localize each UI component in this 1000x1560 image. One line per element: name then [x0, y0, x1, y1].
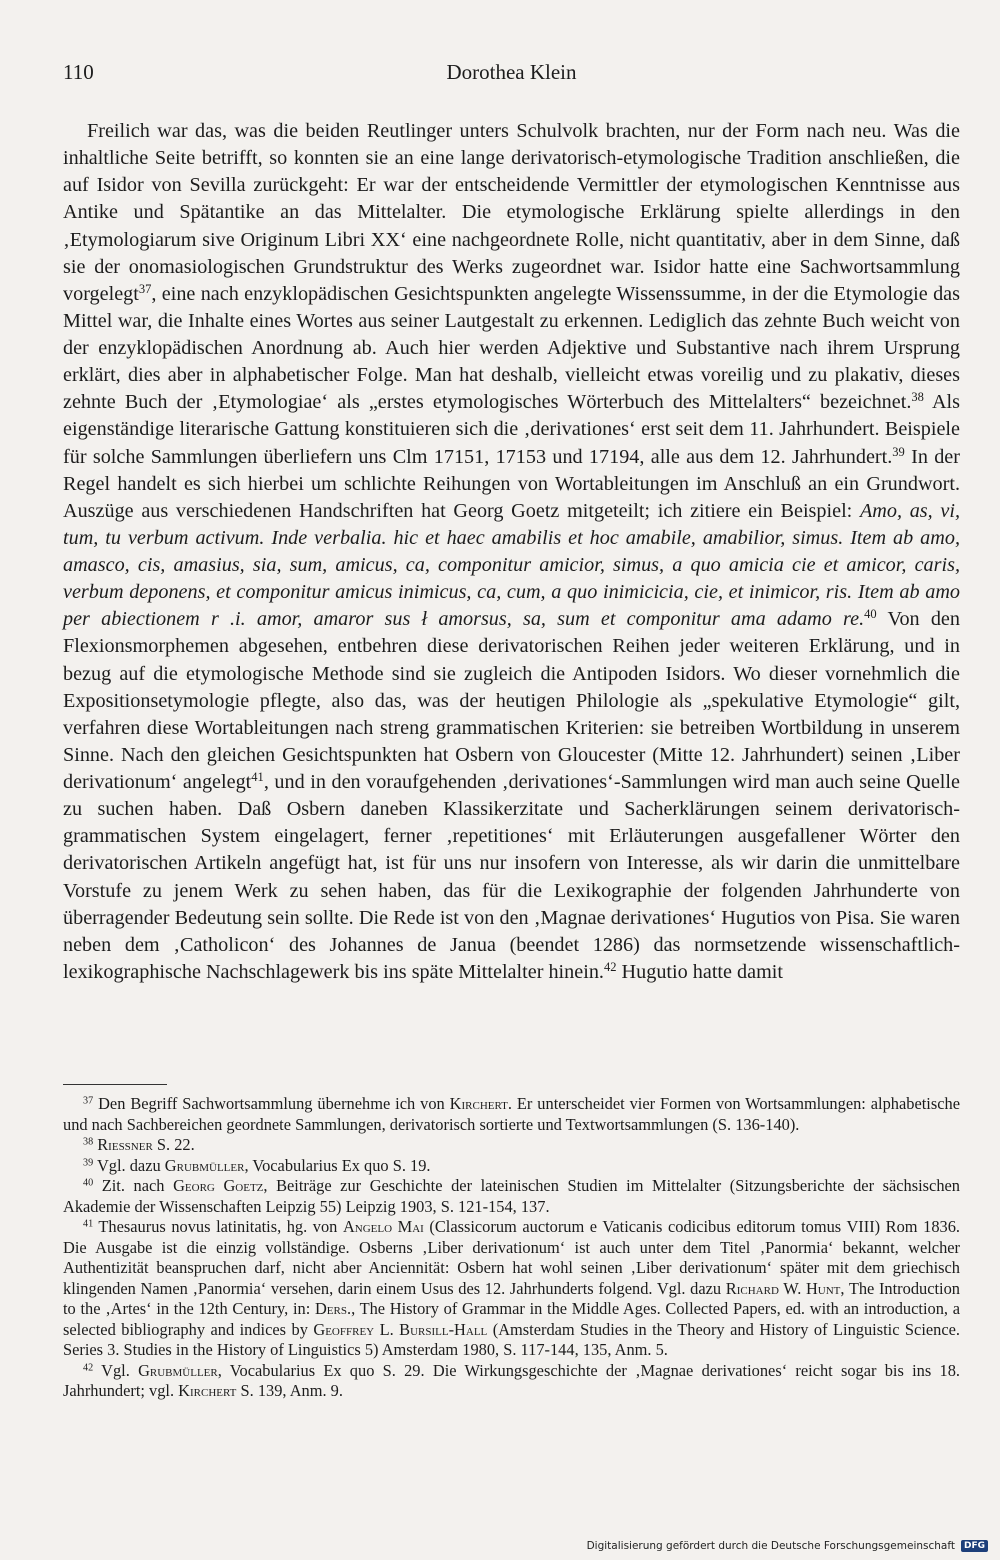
footnote-text: Vgl. [93, 1360, 139, 1380]
footnote-text: . Er unterscheidet vier Formen von Wortsammlungen: alphabetische und nach Sachbereichen geordnete Sammlungen, derivatorisch sortierte und Textwortsammlungen (S. 136-140). [63, 1094, 960, 1134]
footnote-ref-42: 42 [603, 960, 617, 974]
footnote-ref-38: 38 [911, 390, 924, 405]
digitization-note: Digitalisierung gefördert durch die Deutsche Forschungsgemeinschaft [586, 1540, 955, 1552]
footnote-text: , Beiträge zur Geschichte der lateinischen Studien im Mittelalter (Sitzungsberichte der sächsischen Akademie der Wissenschaften Leipzig 55) Leipzig 1903, S. 121-154, 137. [63, 1176, 960, 1216]
footnote-42 [63, 1361, 960, 1402]
footnote-ref-37: 37 [138, 281, 152, 296]
page-header [63, 60, 960, 90]
footnote-ref-41: 41 [251, 770, 264, 785]
footnotes [63, 1094, 960, 1402]
footnote-40 [63, 1176, 960, 1217]
footnote-41 [63, 1217, 960, 1361]
footnote-number: 37 [83, 1095, 94, 1107]
footnote-number: 40 [83, 1177, 94, 1189]
footnote-37 [63, 1094, 960, 1135]
author-name: Angelo Mai [342, 1217, 424, 1236]
footnote-number: 42 [83, 1361, 94, 1373]
footnote-text: , The Introduction to the ‚Artes‘ in the 12th Century, in: [63, 1278, 960, 1318]
footnote-ref-40: 40 [864, 607, 877, 622]
footnote-text: , Vocabularius Ex quo S. 19. [244, 1155, 431, 1175]
author-name: Geoffrey L. Bursill-Hall [313, 1319, 488, 1339]
text-span: Von den Flexionsmorphemen abgesehen, entbehren diese derivatorischen Reihen jeder weiteren Erklärung, und in bezug auf die etymologische Methode sind sie zugleich die Antipoden Isidors. Wo dieser vornehmlich die Expositionsetymologie pflegte, also das, was der heutigen Philologie als „spekulative Etymologie“ gilt, verfahren diese Wortableitungen nach streng grammatischen Kriterien: sie betreiben Wortbildung in unserem Sinne. Nach den gleichen Gesichtspunkten hat Osbern von Gloucester (Mitte 12. Jahrhundert) seinen ‚Liber derivationum‘ angelegt [63, 608, 960, 793]
page-number: 110 [63, 60, 94, 84]
text-span: Hugutio hatte damit [616, 960, 784, 983]
author-name: Ders. [314, 1299, 352, 1318]
text-span: , und in den voraufgehenden ‚derivationes‘-Sammlungen wird man auch seine Quelle zu suchen haben. Daß Osbern daneben Klassikerzitate und Sacherklärungen seinem derivatorisch-grammatischen System eingelagert, ferner ‚repetitiones‘ mit Erläuterungen ausgefallener Wörter den derivatorischen Artikeln angefügt hat, ist für uns nur insofern von Interesse, als wir darin die unmittelbare Vorstufe zu jenem Werk zu sehen haben, das für die Lexikographie der folgenden Jahrhunderte von überragender Bedeutung sein sollte. Die Rede ist von den ‚Magnae derivationes‘ Hugutios von Pisa. Sie waren neben dem ‚Catholicon‘ des Johannes de Janua (beendet 1286) das normsetzende wissenschaftlich-lexikographische Nachschlagewerk bis ins späte Mittelalter hinein. [63, 771, 960, 983]
footnote-text: Zit. nach [93, 1176, 174, 1195]
footnote-text: , Vocabularius Ex quo S. 29. Die Wirkungsgeschichte der ‚Magnae derivationes‘ reicht sogar bis ins 18. Jahrhundert; vgl. [63, 1360, 960, 1400]
author-name: Georg Goetz [173, 1176, 264, 1195]
text-span: Als eigenständige literarische Gattung konstituieren sich die ‚derivationes‘ erst seit dem 11. Jahrhundert. Beispiele für solche Sammlungen überliefern uns Clm 17151, 17153 und 17194, alle aus dem 12. Jahrhundert. [63, 391, 960, 468]
footnote-39 [63, 1156, 960, 1177]
footnote-text: (Amsterdam Studies in the Theory and History of Linguistic Science. Series 3. Studies in the History of Linguistics 5) Amsterdam 1980, S. 117-144, 135, Anm. 5. [63, 1319, 960, 1359]
text-span: In der Regel handelt es sich hierbei um schlichte Reihungen von Wortableitungen im Anschluß an ein Grundwort. Auszüge aus verschiedenen Handschriften hat Georg Goetz mitgeteilt; ich zitiere ein Beispiel: [63, 445, 960, 522]
footnote-ref-39: 39 [892, 444, 905, 459]
author-name: Kirchert [178, 1381, 237, 1400]
footnote-text: Thesaurus novus latinitatis, hg. von [93, 1217, 343, 1236]
footnote-text: (Classicorum auctorum e Vaticanis codicibus editorum tomus VIII) Rom 1836. Die Ausgabe ist die einzig vollständige. Osberns ‚Liber derivationum‘ ist auch unter dem Titel ‚Panormia‘ bekannt, welcher Authentizität beanspruchen darf, nicht aber Anciennität: Osbern hat wohl seinen ‚Liber derivationum‘ später mit dem griechisch klingenden Namen ‚Panormia‘ versehen, darin einem Usus des 12. Jahrhunderts folgend. Vgl. dazu [63, 1217, 961, 1298]
footnote-text: , The History of Grammar in the Middle Ages. Collected Papers, ed. with an introduction, a selected bibliography and indices by [63, 1299, 960, 1339]
body-paragraph [63, 118, 960, 986]
footnote-number: 38 [83, 1136, 94, 1148]
main-text [63, 118, 960, 986]
footnote-text: Den Begriff Sachwortsammlung übernehme ich von [93, 1094, 450, 1113]
footnote-text: Vgl. dazu [93, 1155, 165, 1175]
author-name: Grubmüller [138, 1360, 218, 1380]
footnote-text: S. 139, Anm. 9. [236, 1381, 343, 1400]
running-head: Dorothea Klein [446, 60, 577, 84]
author-name: Grubmüller [164, 1155, 245, 1175]
footnote-number: 39 [83, 1156, 94, 1168]
dfg-logo: DFG [961, 1540, 988, 1552]
author-name: Kirchert [449, 1094, 508, 1113]
digitization-footer [587, 1540, 988, 1552]
footnote-text: S. 22. [152, 1135, 195, 1154]
footnote-separator [63, 1084, 167, 1085]
author-name: Richard W. Hunt [725, 1278, 841, 1298]
text-span: , eine nach enzyklopädischen Gesichtspunkten angelegte Wissenssumme, in der die Etymologie das Mittel war, die Inhalte eines Wortes aus seiner Lautgestalt zu erkennen. Lediglich das zehnte Buch weicht von der enzyklopädischen Anordnung ab. Auch hier werden Adjektive und Substantive nach ihrem Ursprung erklärt, dies aber in alphabetischer Folge. Man hat deshalb, vielleicht etwas voreilig und zu plakativ, dieses zehnte Buch der ‚Etymologiae‘ als „erstes etymologisches Wörterbuch des Mittelalters“ bezeichnet. [63, 282, 960, 414]
latin-quote: Amo, as, vi, tum, tu verbum activum. Inde verbalia. hic et haec amabilis et hoc amabile, amabilior, simus. Item ab amo, amasco, cis, amasius, sia, sum, amicus, ca, componitur amicior, simus, a quo amicia cie et amicor, caris, verbum deponens, et componitur amicus inimicus, ca, cum, a quo inimicicia, cie, et inimicor, ris. Item ab amo per abiectionem r .i. amor, amaror sus ł amorsus, sa, sum et componitur ama adamo re. [63, 499, 960, 631]
text-span: Freilich war das, was die beiden Reutlinger unters Schulvolk brachten, nur der Form nach neu. Was die inhaltliche Seite betrifft, so konnten sie an eine lange derivatorisch-etymologische Tradition anschließen, die auf Isidor von Sevilla zurückgeht: Er war der entscheidende Vermittler der etymologischen Kenntnisse aus Antike und Spätantike an das Mittelalter. Die etymologische Erklärung spielte allerdings in den ‚Etymologiarum sive Originum Libri XX‘ eine nachgeordnete Rolle, nicht quantitativ, aber in dem Sinne, daß sie der onomasiologischen Grundstruktur des Werks zugeordnet war. Isidor hatte eine Sachwortsammlung vorgelegt [63, 120, 960, 305]
footnote-38 [63, 1135, 960, 1156]
footnote-number: 41 [83, 1218, 94, 1230]
author-name: Riessner [93, 1135, 153, 1154]
